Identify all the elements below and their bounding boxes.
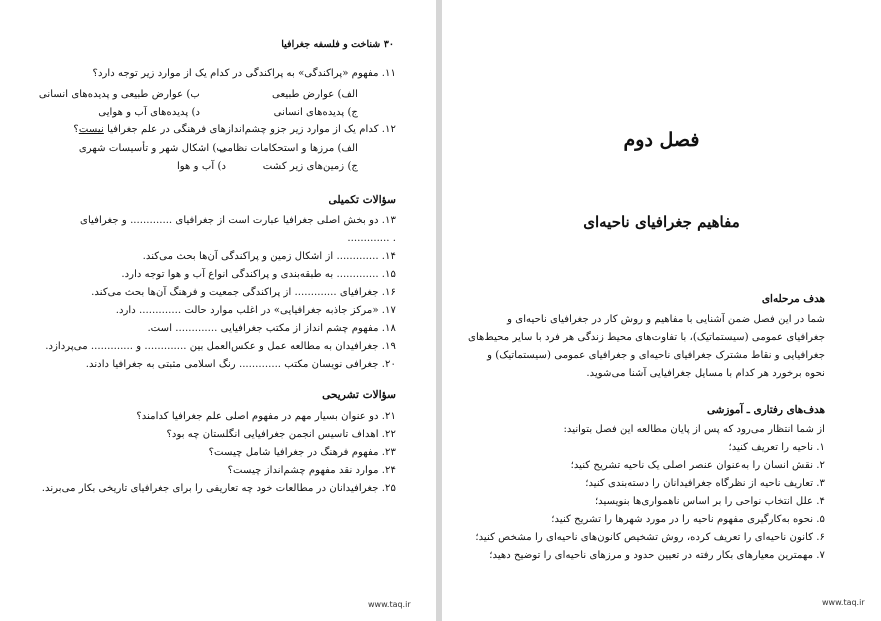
objectives-intro: از شما انتظار می‌رود که پس از پایان مطالعه این فصل بتوانید: <box>563 424 825 435</box>
question-12 <box>36 123 396 137</box>
objective-item: ۴. علل انتخاب نواحی را بر اساس ناهمواری‌ها بنویسید؛ <box>594 496 825 507</box>
objective-item: ۳. تعاریف ناحیه از نظرگاه جغرافیدانان را دسته‌بندی کنید؛ <box>585 478 825 489</box>
section-heading-descriptive: سؤالات تشریحی <box>322 389 396 401</box>
desc-item-25: ۲۵. جغرافیدانان در مطالعات خود چه تعاریفی را برای جغرافیای تاریخی بکار می‌برند. <box>41 483 396 494</box>
goal-line: جغرافیای عمومی (سیستماتیک)، با تفاوت‌های محیط زندگی هر فرد با سایر محیط‌های <box>467 332 825 343</box>
objective-item: ۶. کانون ناحیه‌ای را تعریف کرده، روش تشخیص کانون‌های ناحیه‌ای را مشخص کنید؛ <box>475 532 825 543</box>
fill-item-13: ۱۳. دو بخش اصلی جغرافیا عبارت است از جغرافیای ............. و جغرافیای <box>79 215 396 226</box>
fill-item-16: ۱۶. جغرافیای ............. از پراکندگی جمعیت و فرهنگ آن‌ها بحث می‌کند. <box>91 287 396 298</box>
q11-option-b: ب) عوارض طبیعی و پدیده‌های انسانی <box>38 89 200 100</box>
desc-item-23: ۲۳. مفهوم فرهنگ در جغرافیا شامل چیست؟ <box>208 447 396 458</box>
desc-item-22: ۲۲. اهداف تاسیس انجمن جغرافیایی انگلستان چه بود؟ <box>166 429 396 440</box>
q12-underlined-word: نیست <box>78 124 104 135</box>
fill-item-14: ۱۴. ............. از اشکال زمین و پراکندگی آن‌ها بحث می‌کند. <box>142 251 396 262</box>
q11-option-d: د) پدیده‌های آب و هوایی <box>98 107 200 118</box>
question-11: ۱۱. مفهوم «پراکندگی» به پراکندگی در کدام یک از موارد زیر توجه دارد؟ <box>92 68 396 79</box>
q12-option-c: ج) زمین‌های زیر کشت <box>262 161 358 172</box>
q12-option-d: د) آب و هوا <box>176 161 226 172</box>
fill-item-18: ۱۸. مفهوم چشم انداز از مکتب جغرافیایی ............. است. <box>147 323 396 334</box>
chapter-title: مفاهیم جغرافیای ناحیه‌ای <box>583 213 740 231</box>
q11-option-a: الف) عوارض طبیعی <box>271 89 358 100</box>
fill-item-19: ۱۹. جغرافیدان به مطالعه عمل و عکس‌العمل بین ............. و ............. می‌پردازد. <box>45 341 396 352</box>
q12-text: ۱۲. کدام یک از موارد زیر جزو چشم‌اندازهای فرهنگی در علم جغرافیا <box>103 124 396 135</box>
objective-item: ۱. ناحیه را تعریف کنید؛ <box>728 442 825 453</box>
fill-item-17: ۱۷. «مرکز جاذبه جغرافیایی» در اغلب موارد حالت ............. دارد. <box>115 305 396 316</box>
fill-item-20: ۲۰. جغرافی نویسان مکتب ............. رنگ اسلامی مثبتی به جغرافیا دادند. <box>85 359 396 370</box>
desc-item-21: ۲۱. دو عنوان بسیار مهم در مفهوم اصلی علم جغرافیا کدامند؟ <box>136 411 396 422</box>
objective-item: ۲. نقش انسان را به‌عنوان عنصر اصلی یک ناحیه تشریح کنید؛ <box>570 460 825 471</box>
section-heading-fill: سؤالات تکمیلی <box>328 194 396 206</box>
q12-mark: ؟ <box>73 124 79 135</box>
footer-url: www.taq.ir <box>368 600 411 609</box>
desc-item-24: ۲۴. موارد نقد مفهوم چشم‌انداز چیست؟ <box>227 465 396 476</box>
objective-item: ۷. مهمترین معیارهای بکار رفته در تعیین حدود و مرزهای ناحیه‌ای را توضیح دهید؛ <box>489 550 825 561</box>
q11-option-c: ج) پدیده‌های انسانی <box>273 107 358 118</box>
fill-item-15: ۱۵. ............. به طبقه‌بندی و پراکندگی انواع آب و هوا توجه دارد. <box>121 269 396 280</box>
running-header: ۳۰ شناخت و فلسفه جغرافیا <box>281 39 394 50</box>
objective-item: ۵. نحوه به‌کارگیری مفهوم ناحیه را در مورد شهرها را تشریح کنید؛ <box>551 514 825 525</box>
goal-line: شما در این فصل ضمن آشنایی با مفاهیم و روش کار در جغرافیای ناحیه‌ای و <box>507 314 825 325</box>
footer-url: www.taq.ir <box>822 598 865 607</box>
goal-line: نحوه برخورد هر کدام با مسایل جغرافیایی آشنا می‌شوید. <box>586 368 825 379</box>
left-page <box>0 0 436 621</box>
right-page <box>442 0 881 621</box>
objectives-heading: هدف‌های رفتاری ـ آموزشی <box>706 404 825 416</box>
goal-line: جغرافیایی و نقاط مشترک جغرافیای ناحیه‌ای و جغرافیای عمومی (سیستماتیک) و <box>487 350 825 361</box>
q12-option-b: ب) اشکال شهر و تأسیسات شهری <box>78 143 226 154</box>
goal-heading: هدف مرحله‌ای <box>761 293 825 305</box>
chapter-number: فصل دوم <box>623 129 700 151</box>
fill-item-13-cont: ............. . <box>347 233 396 244</box>
q12-option-a: الف) مرزها و استحکامات نظامی <box>219 143 358 154</box>
